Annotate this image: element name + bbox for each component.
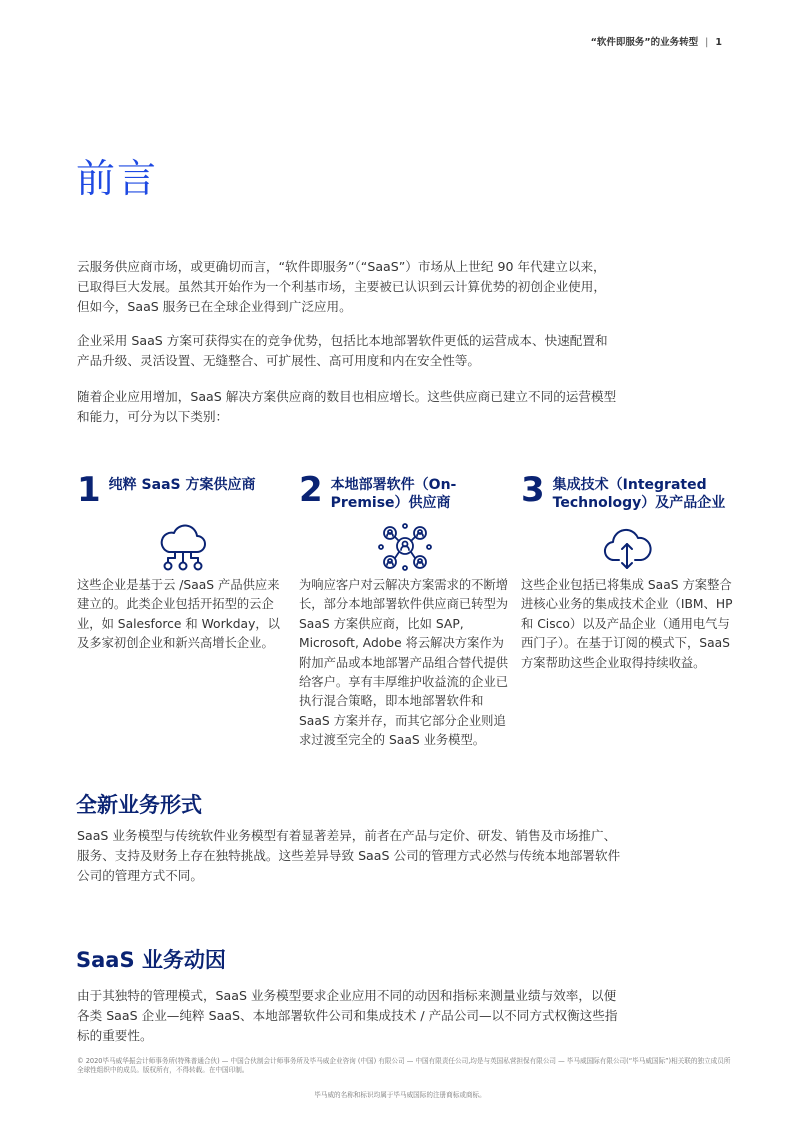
category-title: 集成技术（Integrated Technology）及产品企业: [552, 477, 726, 511]
page-header: [591, 34, 722, 48]
section-heading-drivers: SaaS 业务动因: [76, 948, 226, 972]
section-body-drivers: 由于其独特的管理模式，SaaS 业务模型要求企业应用不同的动因和指标来测量业绩与效率，以便各类 SaaS 企业—纯粹 SaaS、本地部署软件公司和集成技术 / 产品公司—以不同方式权衡这些指标的重要性。: [77, 988, 618, 1043]
category-number: 2: [299, 470, 323, 510]
category-column-2: [299, 470, 511, 751]
intro-paragraph-3: 随着企业应用增加，SaaS 解决方案供应商的数目也相应增长。这些供应商已建立不同的运营模型和能力，可分为以下类别：: [77, 389, 617, 424]
category-column-3: [521, 470, 733, 673]
category-title: 本地部署软件（On-Premise）供应商: [330, 477, 457, 511]
intro-paragraph-1: 云服务供应商市场，或更确切而言，“软件即服务”（“SaaS”）市场从上世纪 90 年代建立以来，已取得巨大发展。虽然其开始作为一个利基市场，主要被已认识到云计算优势的初创企业使用，但如今，SaaS 服务已在全球企业得到广泛应用。: [77, 259, 606, 314]
cloud-network-icon: [155, 522, 211, 574]
category-header: [77, 470, 289, 518]
header-separator: |: [705, 37, 709, 48]
category-description: 这些企业是基于云 /SaaS 产品供应来建立的。此类企业包括开拓型的云企业，如 Salesforce 和 Workday，以及多家初创企业和新兴高增长企业。: [77, 578, 280, 651]
category-title: 纯粹 SaaS 方案供应商: [108, 477, 256, 493]
section-body-new-form: SaaS 业务模型与传统软件业务模型有着显著差异，前者在产品与定价、研发、销售及市场推广、服务、支持及财务上存在独特挑战。这些差异导致 SaaS 公司的管理方式必然与传统本地部署软件公司的管理方式不同。: [77, 828, 621, 883]
page-number: 1: [715, 37, 722, 48]
footer-trademark: 毕马威的名称和标识均属于毕马威国际的注册商标或商标。: [314, 1091, 486, 1099]
category-description: 为响应客户对云解决方案需求的不断增长，部分本地部署软件供应商已转型为 SaaS 方案供应商，比如 SAP, Microsoft, Adobe 将云解决方案作为附加产品或本地部署产品组合替代提供给客户。享有丰厚维护收益流的企业已执行混合策略，即本地部署软件和 SaaS 方案并存，而其它部分企业则追求过渡至完全的 SaaS 业务模型。: [299, 578, 509, 748]
footer-legal: © 2020毕马威华振会计师事务所(特殊普通合伙) — 中国合伙制会计师事务所及毕马威企业咨询 (中国) 有限公司 — 中国有限责任公司,均是与英国私营担保有限公司 — 毕马威国际有限公司(“毕马威国际”)相关联的独立成员所全球性组织中的成员。版权所有，不得转载。在中国印制。: [77, 1057, 731, 1074]
header-doc-title: “软件即服务”的业务转型: [590, 37, 699, 48]
page-title: 前言: [76, 157, 159, 202]
category-header: [299, 470, 511, 518]
category-header: [521, 470, 733, 518]
category-number: 3: [521, 470, 545, 510]
category-description: 这些企业包括已将集成 SaaS 方案整合进核心业务的集成技术企业（IBM、HP 和 Cisco）以及产品企业（通用电气与西门子）。在基于订阅的模式下，SaaS 方案帮助这些企业取得持续收益。: [521, 578, 733, 670]
people-network-icon: [377, 522, 433, 574]
cloud-transfer-icon: [599, 522, 655, 574]
intro-paragraph-2: 企业采用 SaaS 方案可获得实在的竞争优势，包括比本地部署软件更低的运营成本、快速配置和产品升级、灵活设置、无缝整合、可扩展性、高可用度和内在安全性等。: [77, 333, 608, 368]
category-column-1: [77, 470, 289, 654]
section-heading-new-form: 全新业务形式: [76, 793, 202, 817]
category-number: 1: [77, 470, 101, 510]
